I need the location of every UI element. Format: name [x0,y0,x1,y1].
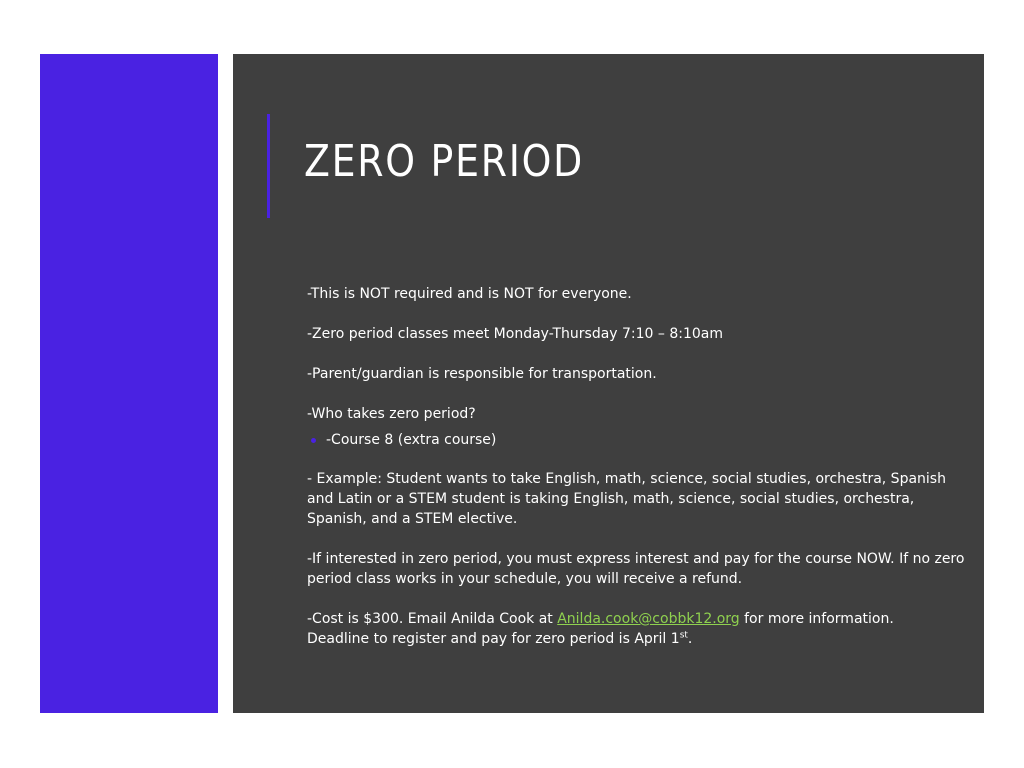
bullet-dot-icon [311,438,316,443]
bullet-item [307,430,967,450]
title-accent-bar [267,114,270,218]
line-cost [307,609,967,629]
line-not-required: -This is NOT required and is NOT for everyone. [307,286,632,302]
line-transportation: -Parent/guardian is responsible for transportation. [307,366,657,382]
line-interest: -If interested in zero period, you must express interest and pay for the course NOW. If no zero period class works in your schedule, you will receive a refund. [307,551,965,587]
cost-text: -Cost is $300. Email Anilda Cook at [307,611,558,627]
deadline-suffix: . [687,631,693,647]
line-who-takes: -Who takes zero period? [307,406,476,422]
email-link[interactable]: Anilda.cook@cobbk12.org [557,611,740,627]
content-panel [233,54,984,713]
deadline-text: Deadline to register and pay for zero period is April 1 [307,631,680,647]
slide-body [307,284,967,649]
cost-suffix: for more information. [739,611,894,627]
bullet-course-8: -Course 8 (extra course) [326,432,497,448]
line-example: - Example: Student wants to take English, math, science, social studies, orchestra, Spanish and Latin or a STEM student is taking English, math, science, social studies, orchestra, Spanish, and a STEM elective. [307,471,946,527]
accent-panel [40,54,218,713]
slide-title: ZERO PERIOD [304,136,584,187]
line-schedule: -Zero period classes meet Monday-Thursday 7:10 – 8:10am [307,326,724,342]
deadline-superscript: st [679,630,688,641]
line-deadline [307,629,967,649]
